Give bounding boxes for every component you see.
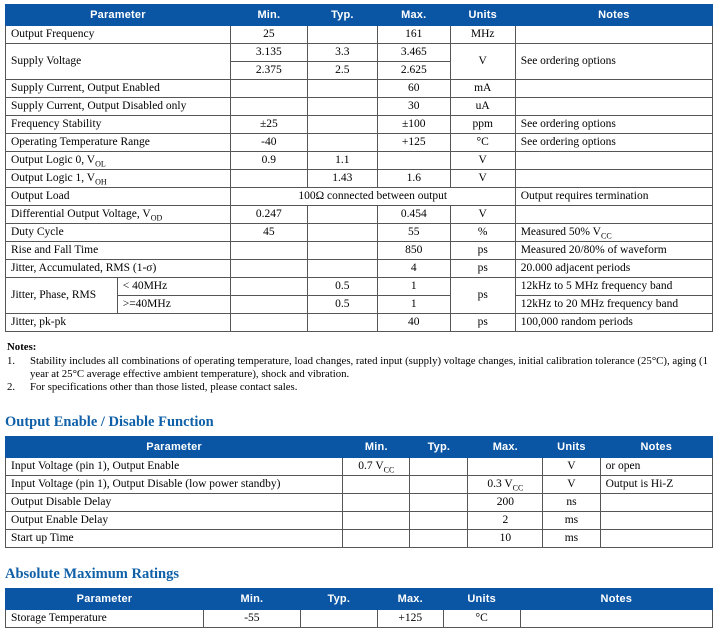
table-cell (307, 26, 377, 44)
table-cell (230, 98, 307, 116)
table-cell: Output Load (6, 188, 231, 206)
table-cell: V (543, 476, 600, 494)
table-row (6, 260, 713, 278)
table-cell: 3.3 (307, 44, 377, 62)
table-cell: Jitter, Accumulated, RMS (1-σ) (6, 260, 231, 278)
table-cell: 2.5 (307, 62, 377, 80)
table-row (6, 458, 713, 476)
table-cell: Duty Cycle (6, 224, 231, 242)
table-cell: Jitter, pk-pk (6, 314, 231, 332)
table-cell: 2.625 (377, 62, 450, 80)
table-cell (307, 314, 377, 332)
table-cell (343, 494, 410, 512)
table-row (6, 26, 713, 44)
table-cell (307, 116, 377, 134)
note-text: For specifications other than those listed, please contact sales. (30, 381, 298, 393)
section-heading-absolute-maximum-ratings: Absolute Maximum Ratings (5, 566, 180, 582)
column-header-notes: Notes (600, 437, 712, 458)
table-cell: 55 (377, 224, 450, 242)
table-cell: ps (450, 278, 515, 314)
column-header-min: Min. (203, 589, 300, 610)
table-row (6, 610, 713, 628)
section-heading-output-enable-disable: Output Enable / Disable Function (5, 414, 214, 430)
table-cell: +125 (377, 610, 443, 628)
table-row (6, 224, 713, 242)
output-enable-disable-table-container (5, 436, 713, 548)
table-cell: V (450, 152, 515, 170)
table-cell: % (450, 224, 515, 242)
table-cell: 100,000 random periods (515, 314, 712, 332)
table-cell: Supply Current, Output Enabled (6, 80, 231, 98)
table-cell (307, 206, 377, 224)
table-cell: Start up Time (6, 530, 343, 548)
table-cell: Output requires termination (515, 188, 712, 206)
table-cell: < 40MHz (117, 278, 230, 296)
column-header-parameter: Parameter (6, 589, 204, 610)
table-cell: 1.6 (377, 170, 450, 188)
table-cell: V (450, 170, 515, 188)
table-cell: ps (450, 242, 515, 260)
table-cell: ppm (450, 116, 515, 134)
table-row (6, 152, 713, 170)
table-cell: V (450, 206, 515, 224)
table-cell (343, 530, 410, 548)
column-header-units: Units (450, 5, 515, 26)
table-cell: 3.135 (230, 44, 307, 62)
table-cell: Differential Output Voltage, $V_{OD}$ (6, 206, 231, 224)
table-cell: 0.7 $V_{CC}$ (343, 458, 410, 476)
table-cell (410, 494, 468, 512)
table-cell: Rise and Fall Time (6, 242, 231, 260)
column-header-parameter: Parameter (6, 437, 343, 458)
table-cell: >=40MHz (117, 296, 230, 314)
column-header-units: Units (543, 437, 600, 458)
table-cell: 20.000 adjacent periods (515, 260, 712, 278)
table-cell: V (543, 458, 600, 476)
table-cell: 1 (377, 278, 450, 296)
table-cell: 40 (377, 314, 450, 332)
table-cell (520, 610, 712, 628)
table-cell (515, 170, 712, 188)
table-cell (410, 458, 468, 476)
table-cell: 60 (377, 80, 450, 98)
table-row (6, 80, 713, 98)
table-cell: 30 (377, 98, 450, 116)
table-row (6, 188, 713, 206)
table-cell (307, 242, 377, 260)
table-cell (343, 512, 410, 530)
table-header-row (6, 437, 713, 458)
table-cell (230, 278, 307, 296)
table-cell: 850 (377, 242, 450, 260)
electrical-spec-table-container (5, 4, 713, 332)
table-cell (410, 512, 468, 530)
table-cell (307, 260, 377, 278)
table-cell (468, 458, 543, 476)
column-header-max: Max. (377, 5, 450, 26)
table-cell: MHz (450, 26, 515, 44)
table-cell: See ordering options (515, 116, 712, 134)
table-cell: ns (543, 494, 600, 512)
table-cell: ±100 (377, 116, 450, 134)
column-header-typ: Typ. (410, 437, 468, 458)
table-cell: Output is Hi-Z (600, 476, 712, 494)
table-cell: ps (450, 314, 515, 332)
table-cell: 0.454 (377, 206, 450, 224)
table-cell (600, 530, 712, 548)
column-header-min: Min. (230, 5, 307, 26)
column-header-max: Max. (468, 437, 543, 458)
table-header-row (6, 589, 713, 610)
column-header-notes: Notes (520, 589, 712, 610)
table-cell: 12kHz to 5 MHz frequency band (515, 278, 712, 296)
table-cell: ms (543, 530, 600, 548)
table-cell (307, 80, 377, 98)
table-cell: uA (450, 98, 515, 116)
table-cell (515, 80, 712, 98)
electrical-spec-table (5, 4, 713, 332)
note-text: Stability includes all combinations of operating temperature, load changes, rated input (supply) voltage changes, initial calibration tolerance (25°C), aging (1 year at 25°C average effective ambient temperature), shock and vibration. (30, 355, 709, 380)
table-cell: -40 (230, 134, 307, 152)
table-cell: 45 (230, 224, 307, 242)
table-cell (230, 242, 307, 260)
table-cell: Output Enable Delay (6, 512, 343, 530)
table-cell (230, 260, 307, 278)
column-header-typ: Typ. (300, 589, 377, 610)
table-cell: -55 (203, 610, 300, 628)
table-cell (300, 610, 377, 628)
note-number: 2. (7, 381, 16, 393)
table-cell (307, 134, 377, 152)
column-header-max: Max. (377, 589, 443, 610)
table-cell: Operating Temperature Range (6, 134, 231, 152)
table-cell (600, 512, 712, 530)
absolute-maximum-ratings-table (5, 588, 713, 628)
table-cell (230, 296, 307, 314)
table-cell: 200 (468, 494, 543, 512)
table-cell (343, 476, 410, 494)
table-cell: 12kHz to 20 MHz frequency band (515, 296, 712, 314)
table-cell (230, 80, 307, 98)
table-row (6, 512, 713, 530)
table-cell: Output Logic 0, $V_{OL}$ (6, 152, 231, 170)
table-cell: Measured 50% $V_{CC}$ (515, 224, 712, 242)
table-cell: Measured 20/80% of waveform (515, 242, 712, 260)
table-cell (515, 26, 712, 44)
table-cell: Supply Current, Output Disabled only (6, 98, 231, 116)
notes-title: Notes: (7, 341, 37, 353)
table-row (6, 134, 713, 152)
table-cell: 1 (377, 296, 450, 314)
table-cell: °C (443, 610, 520, 628)
table-cell: Input Voltage (pin 1), Output Enable (6, 458, 343, 476)
table-cell: ms (543, 512, 600, 530)
table-cell (515, 98, 712, 116)
column-header-parameter: Parameter (6, 5, 231, 26)
column-header-typ: Typ. (307, 5, 377, 26)
table-cell: 2.375 (230, 62, 307, 80)
table-cell (410, 530, 468, 548)
absolute-maximum-ratings-table-container (5, 588, 713, 628)
table-row (6, 98, 713, 116)
table-cell: 0.9 (230, 152, 307, 170)
table-cell (410, 476, 468, 494)
table-cell: See ordering options (515, 44, 712, 80)
note-item-2 (7, 381, 713, 394)
table-cell: 0.5 (307, 278, 377, 296)
table-cell: 3.465 (377, 44, 450, 62)
table-cell (377, 152, 450, 170)
table-row (6, 314, 713, 332)
table-cell: Frequency Stability (6, 116, 231, 134)
table-row (6, 206, 713, 224)
table-cell (307, 224, 377, 242)
table-cell: Jitter, Phase, RMS (6, 278, 118, 314)
table-cell: Output Frequency (6, 26, 231, 44)
table-cell: 100Ω connected between output (230, 188, 515, 206)
notes-section (7, 341, 713, 394)
table-cell: See ordering options (515, 134, 712, 152)
table-cell: Output Disable Delay (6, 494, 343, 512)
table-cell: ±25 (230, 116, 307, 134)
table-cell: Supply Voltage (6, 44, 231, 80)
note-item-1 (7, 355, 713, 381)
table-cell: mA (450, 80, 515, 98)
table-row (6, 170, 713, 188)
table-cell: Storage Temperature (6, 610, 204, 628)
table-row (6, 530, 713, 548)
table-cell (307, 98, 377, 116)
column-header-units: Units (443, 589, 520, 610)
column-header-min: Min. (343, 437, 410, 458)
table-cell: 0.3 $V_{CC}$ (468, 476, 543, 494)
table-cell: 25 (230, 26, 307, 44)
table-row (6, 242, 713, 260)
table-cell: Input Voltage (pin 1), Output Disable (low power standby) (6, 476, 343, 494)
table-cell: 0.247 (230, 206, 307, 224)
table-cell: 1.1 (307, 152, 377, 170)
table-cell: or open (600, 458, 712, 476)
table-cell: 10 (468, 530, 543, 548)
table-cell: 161 (377, 26, 450, 44)
table-cell: 4 (377, 260, 450, 278)
table-cell: 2 (468, 512, 543, 530)
column-header-notes: Notes (515, 5, 712, 26)
table-row (6, 44, 713, 62)
table-row (6, 476, 713, 494)
table-cell (515, 152, 712, 170)
note-number: 1. (7, 355, 16, 367)
table-cell (230, 170, 307, 188)
table-row (6, 278, 713, 296)
table-row (6, 494, 713, 512)
table-cell: V (450, 44, 515, 80)
table-cell: °C (450, 134, 515, 152)
table-cell: 0.5 (307, 296, 377, 314)
table-cell (600, 494, 712, 512)
table-cell: ps (450, 260, 515, 278)
table-row (6, 116, 713, 134)
table-cell: +125 (377, 134, 450, 152)
table-cell: 1.43 (307, 170, 377, 188)
table-cell (515, 206, 712, 224)
output-enable-disable-table (5, 436, 713, 548)
table-cell: Output Logic 1, $V_{OH}$ (6, 170, 231, 188)
table-cell (230, 314, 307, 332)
table-header-row (6, 5, 713, 26)
